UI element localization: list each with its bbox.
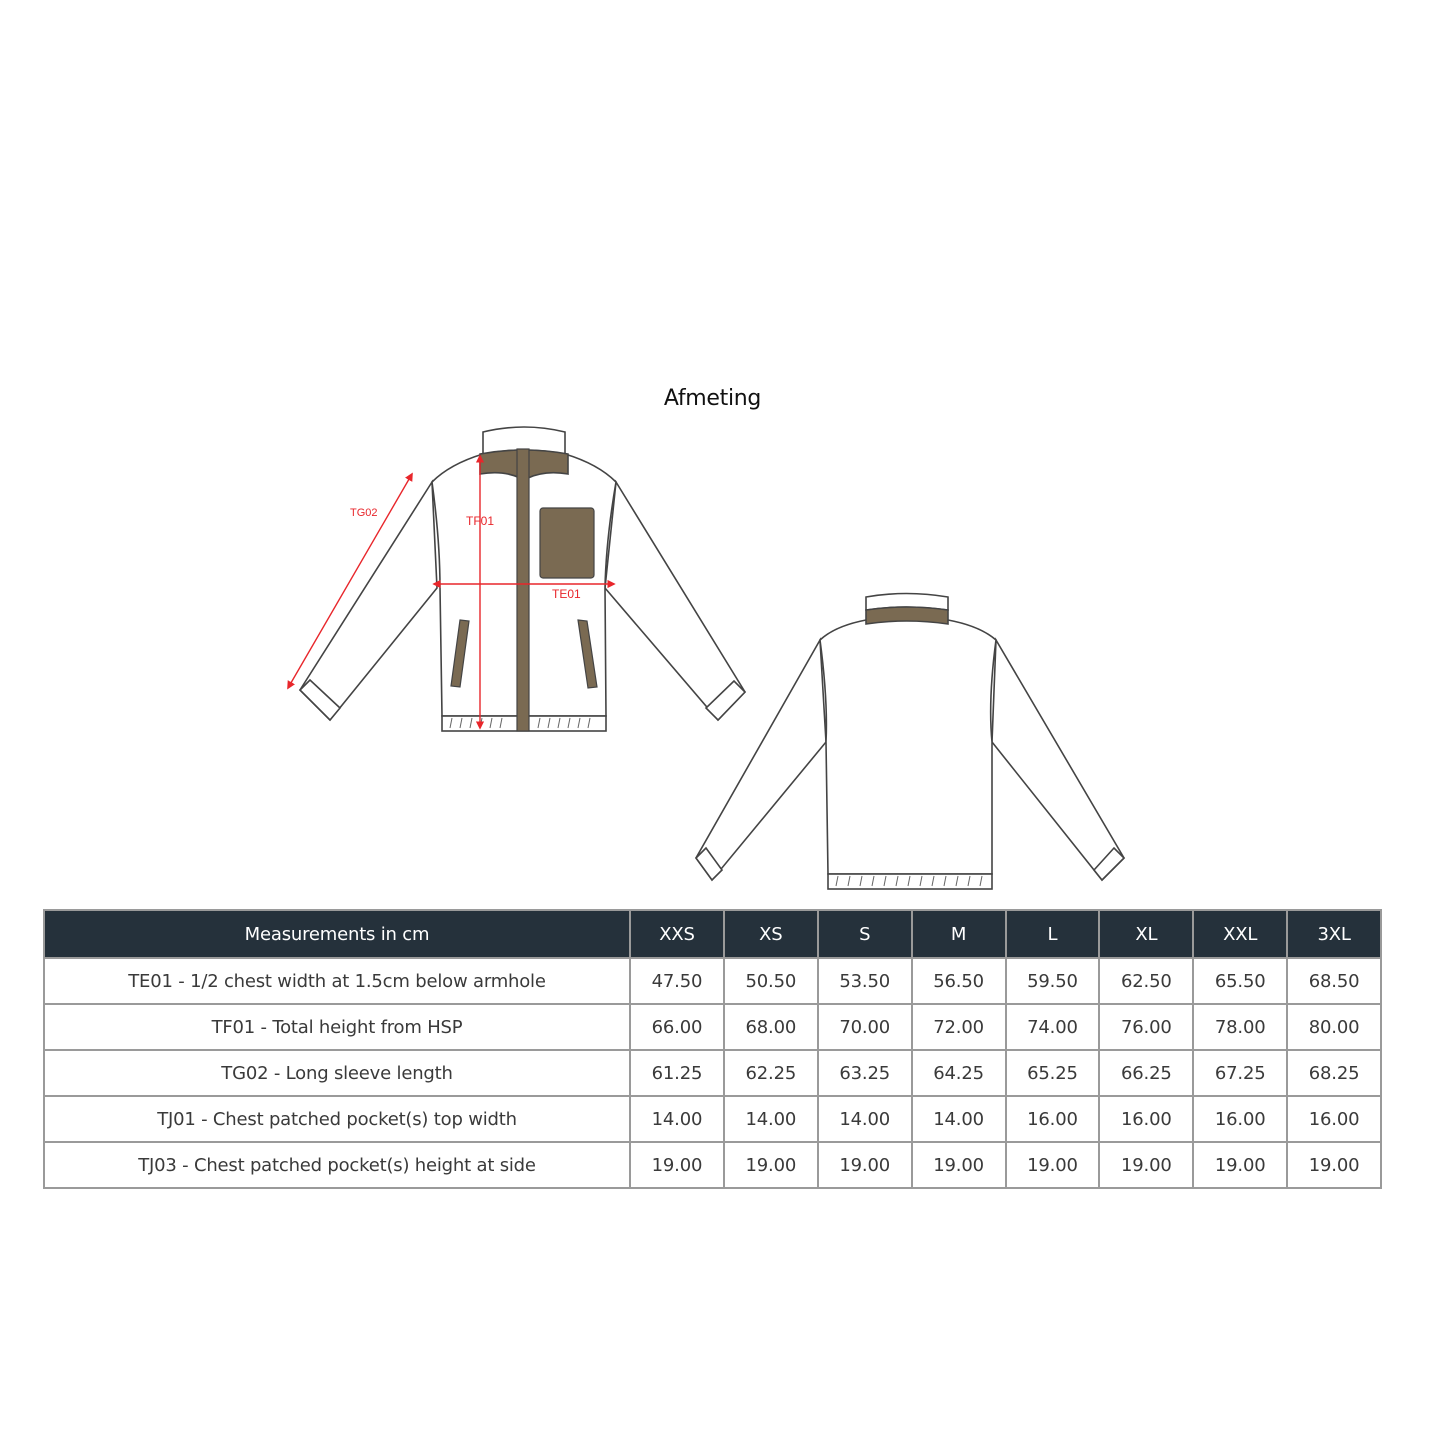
cell-value: 70.00: [818, 1004, 912, 1050]
header-size-xxs: XXS: [630, 910, 724, 958]
cell-value: 59.50: [1006, 958, 1100, 1004]
row-label: TE01 - 1/2 chest width at 1.5cm below armhole: [44, 958, 630, 1004]
cell-value: 19.00: [630, 1142, 724, 1188]
header-size-xxl: XXL: [1193, 910, 1287, 958]
cell-value: 19.00: [1099, 1142, 1193, 1188]
table-header-row: [44, 910, 1381, 958]
row-label: TF01 - Total height from HSP: [44, 1004, 630, 1050]
cell-value: 19.00: [818, 1142, 912, 1188]
table-row: [44, 1096, 1381, 1142]
zipper: [517, 449, 529, 731]
cell-value: 68.00: [724, 1004, 818, 1050]
cell-value: 19.00: [724, 1142, 818, 1188]
cell-value: 65.50: [1193, 958, 1287, 1004]
cell-value: 62.50: [1099, 958, 1193, 1004]
header-size-s: S: [818, 910, 912, 958]
cell-value: 56.50: [912, 958, 1006, 1004]
header-size-l: L: [1006, 910, 1100, 958]
size-table: [43, 909, 1382, 1189]
table-row: [44, 1142, 1381, 1188]
cell-value: 74.00: [1006, 1004, 1100, 1050]
cell-value: 64.25: [912, 1050, 1006, 1096]
cell-value: 19.00: [1287, 1142, 1381, 1188]
cell-value: 19.00: [1006, 1142, 1100, 1188]
row-label: TG02 - Long sleeve length: [44, 1050, 630, 1096]
cell-value: 67.25: [1193, 1050, 1287, 1096]
cell-value: 66.00: [630, 1004, 724, 1050]
header-size-3xl: 3XL: [1287, 910, 1381, 958]
cell-value: 14.00: [724, 1096, 818, 1142]
cell-value: 62.25: [724, 1050, 818, 1096]
table-body: [44, 958, 1381, 1188]
cell-value: 68.50: [1287, 958, 1381, 1004]
cell-value: 14.00: [630, 1096, 724, 1142]
cell-value: 78.00: [1193, 1004, 1287, 1050]
cell-value: 16.00: [1193, 1096, 1287, 1142]
cell-value: 53.50: [818, 958, 912, 1004]
row-label: TJ03 - Chest patched pocket(s) height at side: [44, 1142, 630, 1188]
cell-value: 14.00: [912, 1096, 1006, 1142]
table-row: [44, 958, 1381, 1004]
cell-value: 19.00: [912, 1142, 1006, 1188]
header-size-xs: XS: [724, 910, 818, 958]
cell-value: 72.00: [912, 1004, 1006, 1050]
table-row: [44, 1004, 1381, 1050]
cell-value: 76.00: [1099, 1004, 1193, 1050]
row-label: TJ01 - Chest patched pocket(s) top width: [44, 1096, 630, 1142]
measure-label-tf01: TF01: [466, 514, 495, 528]
cell-value: 65.25: [1006, 1050, 1100, 1096]
header-measurements: Measurements in cm: [44, 910, 630, 958]
cell-value: 63.25: [818, 1050, 912, 1096]
cell-value: 47.50: [630, 958, 724, 1004]
table-row: [44, 1050, 1381, 1096]
cell-value: 61.25: [630, 1050, 724, 1096]
cell-value: 68.25: [1287, 1050, 1381, 1096]
measure-label-tg02: TG02: [350, 507, 378, 519]
cell-value: 80.00: [1287, 1004, 1381, 1050]
header-size-xl: XL: [1099, 910, 1193, 958]
cell-value: 16.00: [1099, 1096, 1193, 1142]
header-size-m: M: [912, 910, 1006, 958]
cell-value: 50.50: [724, 958, 818, 1004]
cell-value: 16.00: [1006, 1096, 1100, 1142]
measure-label-te01: TE01: [552, 587, 581, 601]
cell-value: 19.00: [1193, 1142, 1287, 1188]
jacket-back: [696, 594, 1124, 890]
cell-value: 66.25: [1099, 1050, 1193, 1096]
page-title: Afmeting: [663, 386, 762, 411]
cell-value: 16.00: [1287, 1096, 1381, 1142]
cell-value: 14.00: [818, 1096, 912, 1142]
chest-pocket: [540, 508, 594, 578]
